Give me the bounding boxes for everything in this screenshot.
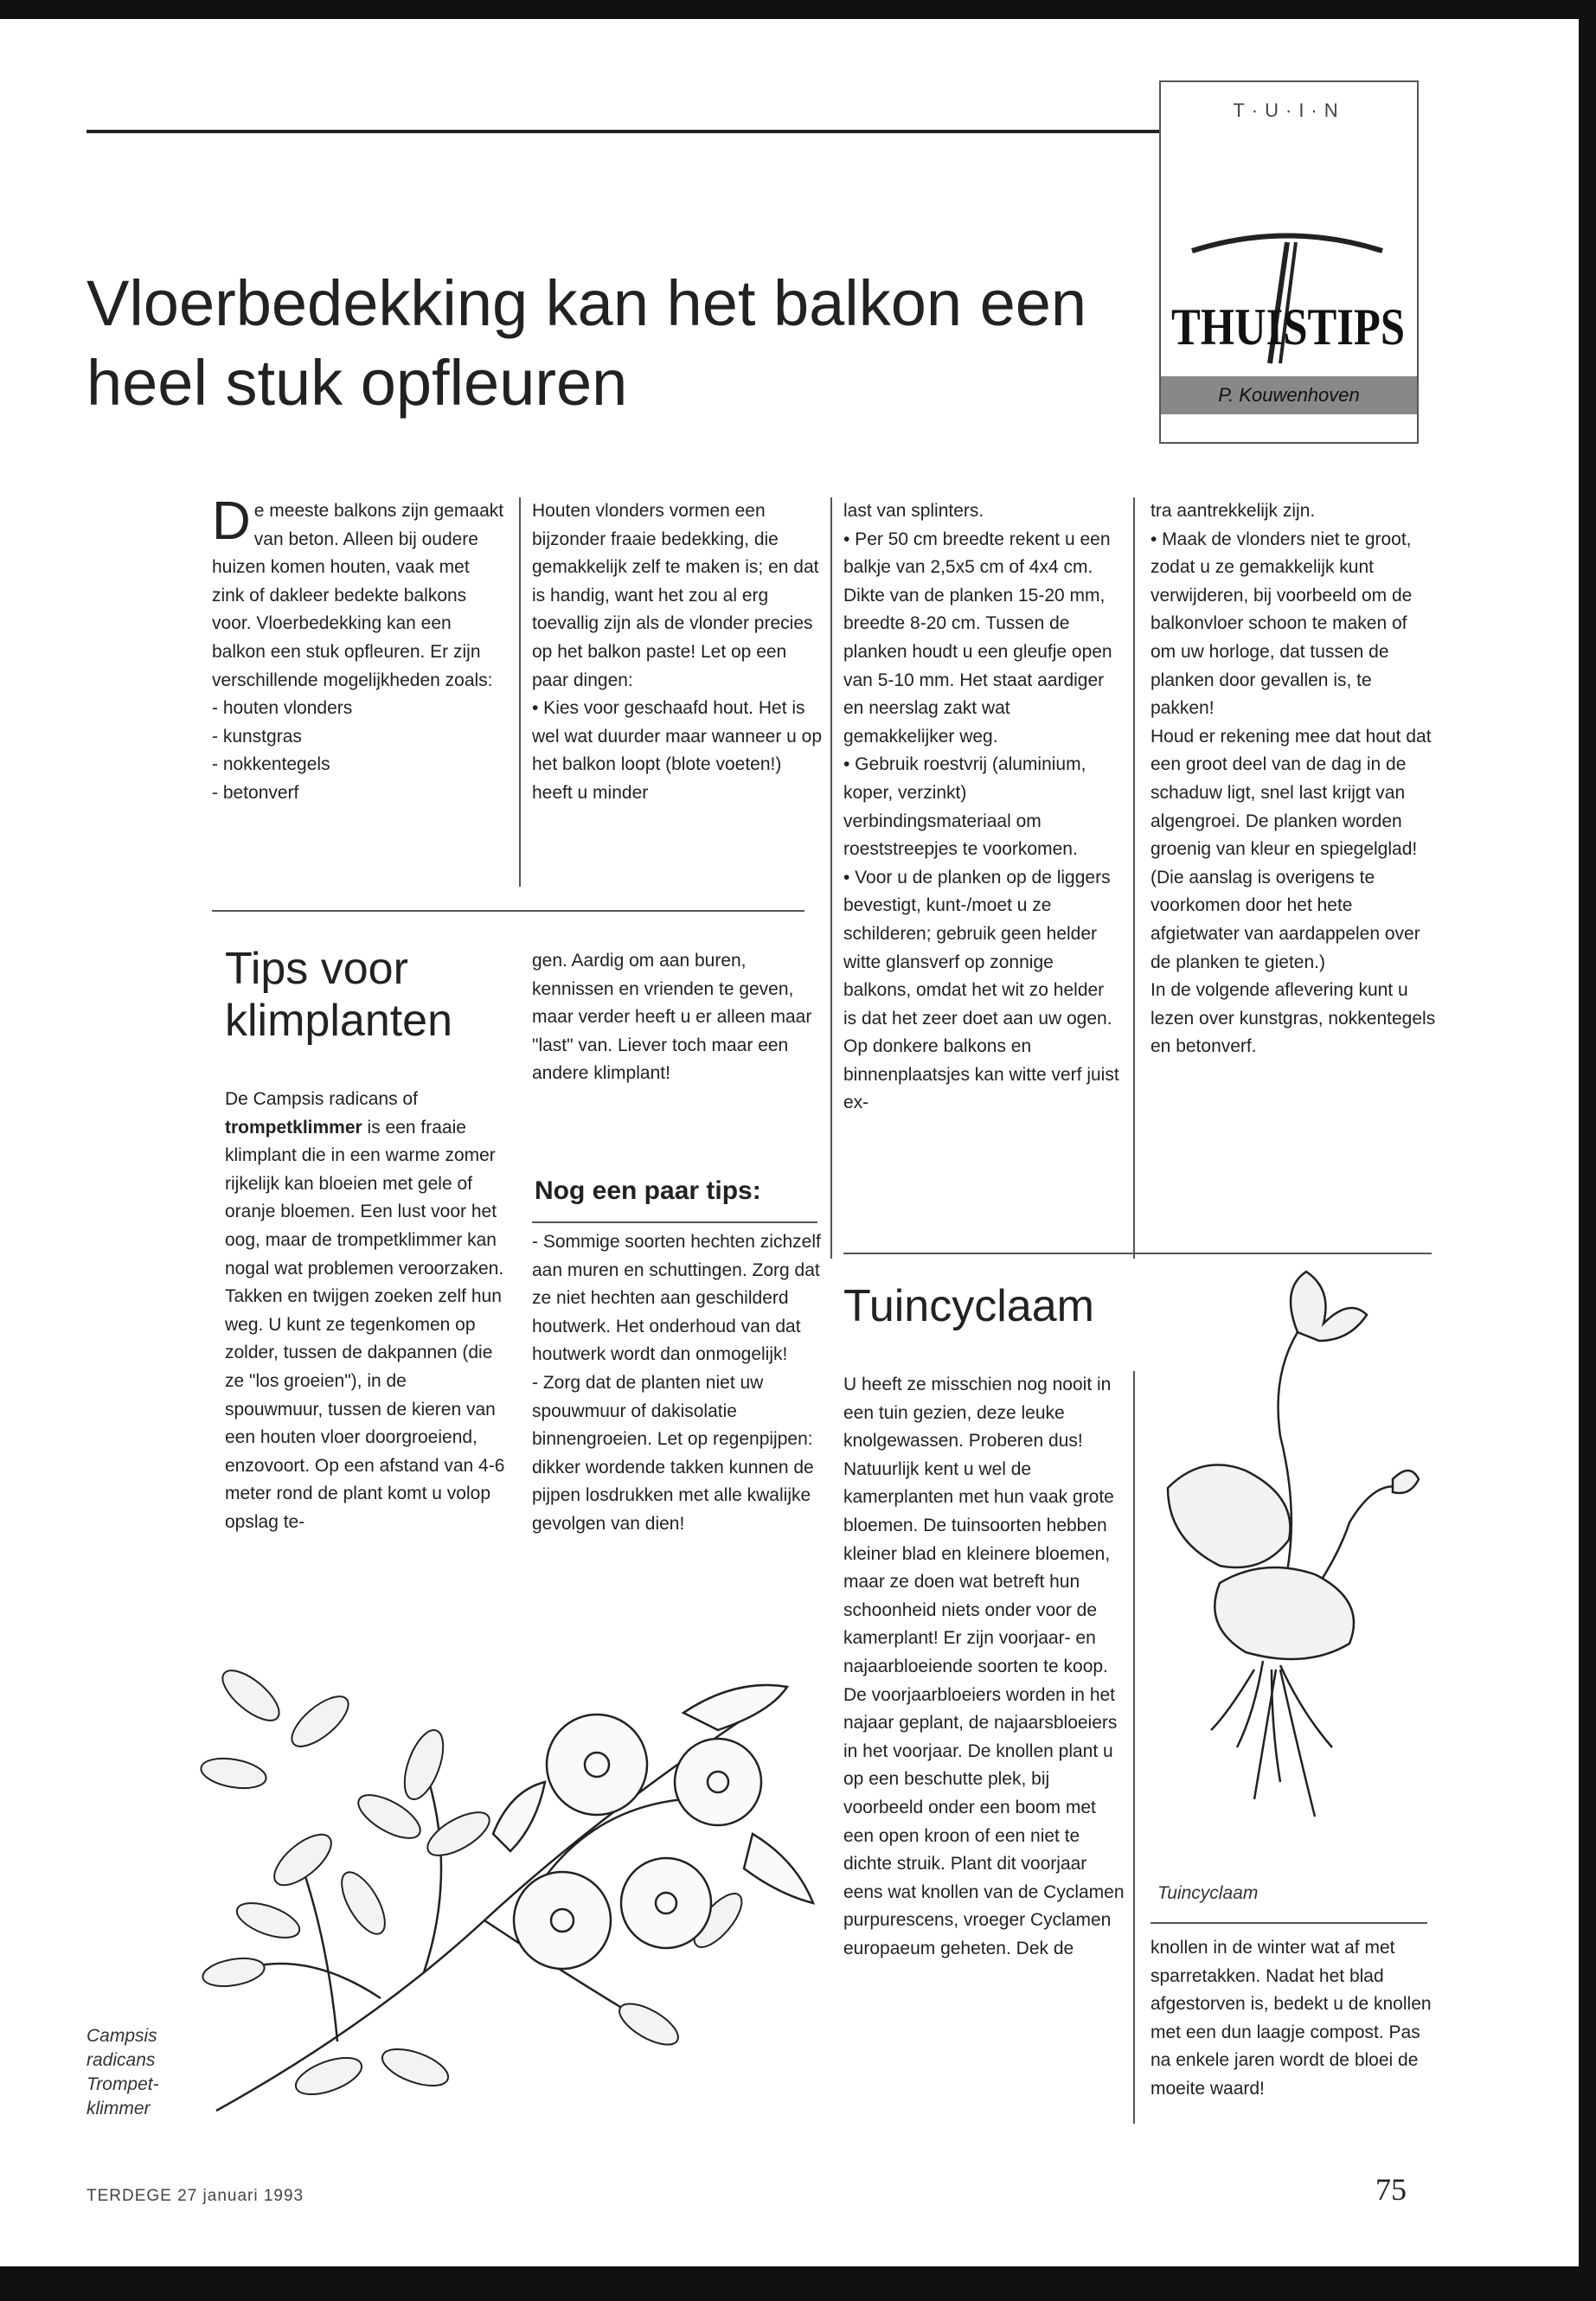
klimplanten-intro-b: is een fraaie klimplant die in een warme zomer rijkelijk kan bloeien met gele of oranje bloemen. Een lust voor het oog, maar de trompetklimmer kan nogal wat problemen veroorzaken. Takken en twijgen zoeken zelf hun weg. U kunt ze tegenkomen op zolder, tussen de dakpannen (die ze "los groeien"), in de spouwmuur, tussen de kieren van een houten vloer doorgroeiend, enzovoort. Op een afstand van 4-6 meter rond de plant komt u volop opslag te-: [225, 1117, 505, 1532]
tip-item: - Sommige soorten hechten zichzelf aan muren en schuttingen. Zorg dat ze niet hechten aan geschilderd houtwerk. Het onderhoud van dat houtwerk wordt dan onmogelijk!: [532, 1232, 821, 1365]
tuincyclaam-col-1: [843, 1371, 1125, 1963]
article-col-4-bullet: • Maak de vlonders niet te groot, zodat u ze gemakkelijk kunt verwijderen, bij voorbeeld om de balkonvloer schoon te maken of om uw horloge, dat tussen de planken door gevallen is, te pakken!: [1151, 529, 1413, 719]
article-col-2: [532, 497, 822, 808]
trompetklimmer-term: trompetklimmer: [225, 1117, 362, 1138]
article-col-3-bullet: • Per 50 cm breedte rekent u een balkje van 2,5x5 cm of 4x4 cm. Dikte van de planken 15-20 mm, breedte 8-20 cm. Tussen de planken houdt u een gleufje open van 5-10 mm. Het staat aardiger en neerslag zakt wat gemakkelijker weg.: [843, 529, 1112, 747]
nog-een-paar-tips-title: Nog een paar tips:: [535, 1176, 761, 1205]
article-col-4-text: tra aantrekkelijk zijn.: [1151, 501, 1316, 521]
caption-rule: [1151, 1922, 1427, 1924]
cyclamen-illustration: [1151, 1263, 1427, 1886]
option-item: - nokkentegels: [212, 754, 330, 775]
article-col-1-text: e meeste balkons zijn gemaakt van beton. Alleen bij oudere huizen komen houten, vaak met zink of dakleer bedekte balkons voor. Vloerbedekking kan een balkon een stuk opfleuren. Er zijn verschillende mogelijkheden zoals:: [212, 501, 504, 690]
tuincyclaam-title: Tuincyclaam: [843, 1281, 1094, 1331]
article-col-3-text: last van splinters.: [843, 501, 984, 521]
tip-item: - Zorg dat de planten niet uw spouwmuur of dakisolatie binnengroeien. Let op regenpijpen: dikker wordende takken kunnen de pijpen losdrukken met alle kwalijke gevolgen van dien!: [532, 1372, 814, 1534]
logo-big-t-icon: [1166, 242, 1410, 372]
option-item: - kunstgras: [212, 726, 302, 747]
publication-footer: TERDEGE 27 januari 1993: [87, 2187, 304, 2205]
page-title: Vloerbedekking kan het balkon een heel stuk opfleuren: [87, 267, 1087, 419]
article-col-4: [1151, 497, 1436, 1061]
tuincyclaam-col-2-text: knollen in de winter wat af met sparretakken. Nadat het blad afgestorven is, bedekt u de knollen met een dun laagje compost. Pas na enkele jaren wordt de bloei de moeite waard!: [1151, 1938, 1432, 2099]
scan-border-right: [1579, 0, 1596, 2301]
klimplanten-col-1: [225, 1086, 506, 1537]
klimplanten-col-2-text: gen. Aardig om aan buren, kennissen en vrienden te geven, maar verder heeft u er alleen maar "last" van. Liever toch maar een andere klimplant!: [532, 951, 812, 1084]
campsis-caption: Campsis radicans Trompet-klimmer: [87, 2026, 159, 2118]
article-col-4-text: Houd er rekening mee dat hout dat een groot deel van de dag in de schaduw ligt, snel last krijgt van algengroei. De planken worden groenig van kleur en spiegelglad! (Die aanslag is overigens te voorkomen door het hete afgietwater van aardappelen over de planken te gieten.): [1151, 726, 1432, 972]
article-col-2-text: Houten vlonders vormen een bijzonder fraaie bedekking, die gemakkelijk zelf te maken is; en dat is handig, want het zou al erg toevallig zijn als de vlonder precies op het balkon paste! Let op een paar dingen:: [532, 501, 819, 690]
scan-border-bottom: [0, 2266, 1596, 2301]
subhead-rule: [532, 1221, 817, 1223]
klimplanten-intro-a: De Campsis radicans of: [225, 1089, 418, 1109]
campsis-illustration: [199, 1661, 830, 2145]
logo-title: THUISTIPS: [1171, 298, 1405, 356]
klimplanten-tips: [532, 1228, 822, 1539]
article-col-4-text: In de volgende aflevering kunt u lezen over kunstgras, nokkentegels en betonverf.: [1151, 980, 1436, 1057]
tuincyclaam-col-2: [1151, 1934, 1436, 2104]
drop-cap: D: [212, 491, 251, 551]
option-item: - betonverf: [212, 782, 299, 803]
option-item: - houten vlonders: [212, 698, 353, 719]
article-col-2-bullet: • Kies voor geschaafd hout. Het is wel wat duurder maar wanneer u op het balkon loopt (blote voeten!) heeft u minder: [532, 698, 823, 803]
thuistips-logo: [1159, 80, 1419, 444]
section-rule: [843, 1253, 1432, 1254]
tuincyclaam-col-1-text: U heeft ze misschien nog nooit in een tuin gezien, deze leuke knolgewassen. Proberen dus! Natuurlijk kent u wel de kamerplanten met hun vaak grote bloemen. De tuinsoorten hebben kleiner blad en kleinere bloemen, maar ze doen wat betreft hun schoonheid niets onder voor de kamerplant! Er zijn voorjaar- en najaarbloeiende soorten te koop. De voorjaarbloeiers worden in het najaar geplant, de najaarsbloeiers in het voorjaar. De knollen plant u op een beschutte plek, bij voorbeeld onder een boom met een open kroon of een niet te dichte struik. Plant dit voorjaar eens wat knollen van de Cyclamen purpurescens, vroeger Cyclamen europaeum geheten. Dek de: [843, 1375, 1125, 1958]
column-divider: [830, 497, 832, 1259]
klimplanten-intro: [225, 1086, 506, 1537]
logo-section-label: T·U·I·N: [1233, 99, 1345, 121]
klimplanten-title: Tips voor klimplanten: [225, 944, 453, 1046]
article-col-3-bullet: • Voor u de planken op de liggers bevestigt, kunt-/moet u ze schilderen; gebruik geen helder witte glansverf op zonnige balkons, omdat het wit zo helder is dat het zeer doet aan uw ogen. Op donkere balkons en binnenplaatsjes kan witte verf juist ex-: [843, 867, 1119, 1113]
scan-border-top: [0, 0, 1596, 19]
article-col-1: [212, 491, 506, 808]
column-divider: [519, 497, 521, 887]
cyclamen-caption: Tuincyclaam: [1157, 1883, 1259, 1903]
klimplanten-col-2: [532, 947, 822, 1088]
column-divider: [1133, 1371, 1135, 2124]
article-col-3: [843, 497, 1120, 1118]
column-divider: [1133, 497, 1135, 1259]
logo-author: P. Kouwenhoven: [1161, 376, 1417, 414]
section-rule: [212, 910, 804, 912]
article-col-3-bullet: • Gebruik roestvrij (aluminium, koper, verzinkt) verbindingsmateriaal om roeststreepjes te voorkomen.: [843, 754, 1086, 860]
page-number: 75: [1375, 2172, 1407, 2207]
